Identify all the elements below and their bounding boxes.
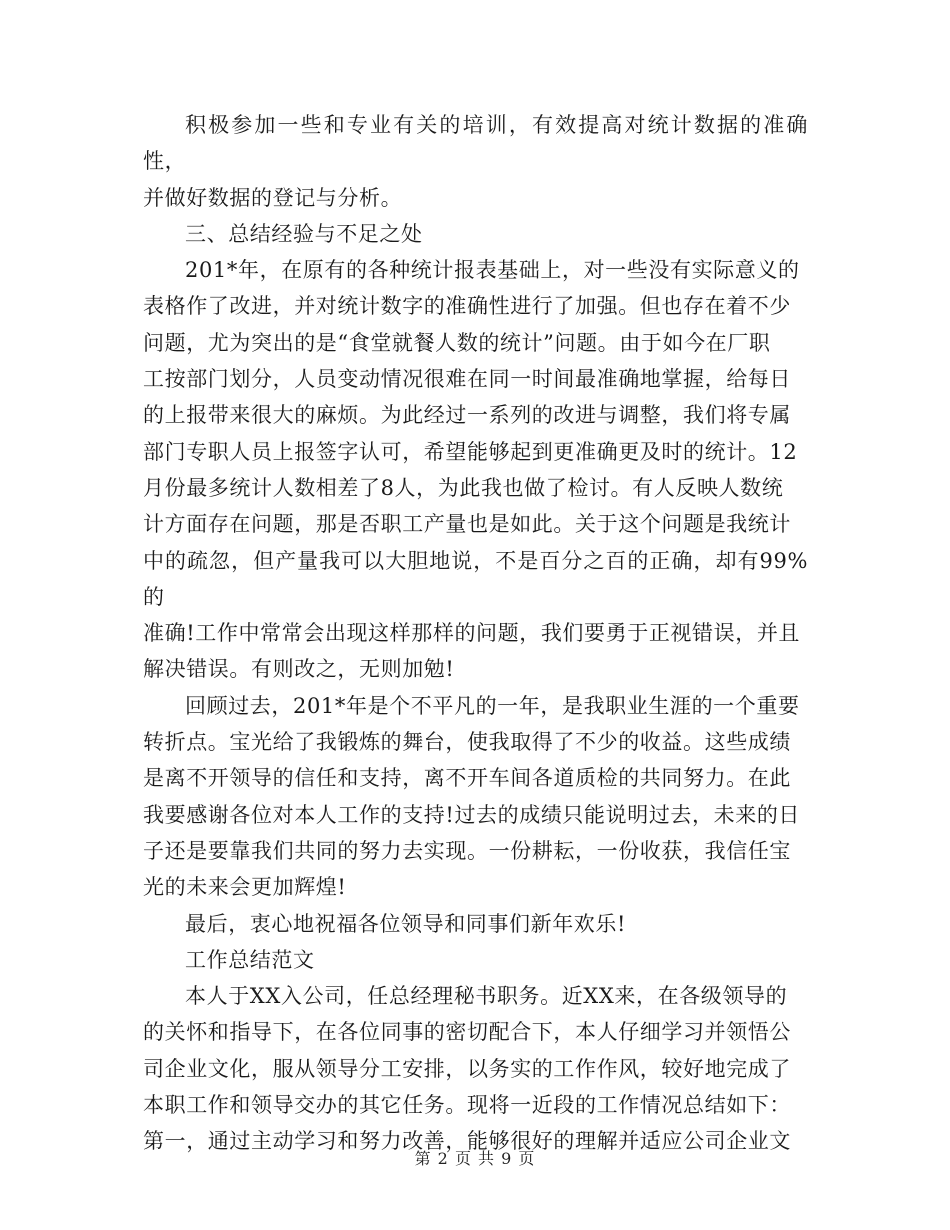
paragraph-training: 积极参加一些和专业有关的培训，有效提高对统计数据的准确性， 并做好数据的登记与分析。 bbox=[143, 113, 808, 210]
section-heading-sample: 工作总结范文 bbox=[185, 947, 315, 972]
paragraph-closing-wishes: 最后，衷心地祝福各位领导和同事们新年欢乐! bbox=[185, 911, 627, 936]
section-heading-summary: 三、总结经验与不足之处 bbox=[185, 221, 423, 246]
page-number-footer: 第 2 页 共 9 页 bbox=[414, 1149, 536, 1168]
paragraph-statistics-issues: 201*年，在原有的各种统计报表基础上，对一些没有实际意义的 表格作了改进，并对统计数字的准确性进行了加强。但也存在着不少 问题，尤为突出的是“食堂就餐人数的统计”问题。由于如今在厂职 工按部门划分，人员变动情况很难在同一时间最准确地掌握，给每日 的上报带来很大的麻烦。为此经过一系列的改进与调整，我们将专属 部门专职人员上报签字认可，希望能够起到更准确更及时的统计。12 月份最多统计人数相差了8人，为此我也做了检讨。有人反映人数统 计方面存在问题，那是否职工产量也是如此。关于这个问题是我统计 中的疏忽，但产量我可以大胆地说，不是百分之百的正确，却有99%的 准确!工作中常常会出现这样那样的问题，我们要勇于正视错误，并且 解决错误。有则改之，无则加勉! bbox=[143, 258, 808, 682]
paragraph-review: 回顾过去，201*年是个不平凡的一年，是我职业生涯的一个重要 转折点。宝光给了我锻炼的舞台，使我取得了不少的收益。这些成绩 是离不开领导的信任和支持，离不开车间各道质检的共同努力。在此 我要感谢各位对本人工作的支持!过去的成绩只能说明过去，未来的日 子还是要靠我们共同的努力去实现。一份耕耘，一份收获，我信任宝 光的未来会更加辉煌! bbox=[143, 693, 801, 900]
paragraph-secretary-summary: 本人于XX入公司，任总经理秘书职务。近XX来，在各级领导的 的关怀和指导下，在各位同事的密切配合下，本人仔细学习并领悟公 司企业文化，服从领导分工安排，以务实的工作作风，较好地完成了 本职工作和领导交办的其它任务。现将一近段的工作情况总结如下： 第一，通过主动学习和努力改善，能够很好的理解并适应公司企业文 bbox=[143, 984, 791, 1154]
document-body bbox=[143, 107, 808, 1160]
